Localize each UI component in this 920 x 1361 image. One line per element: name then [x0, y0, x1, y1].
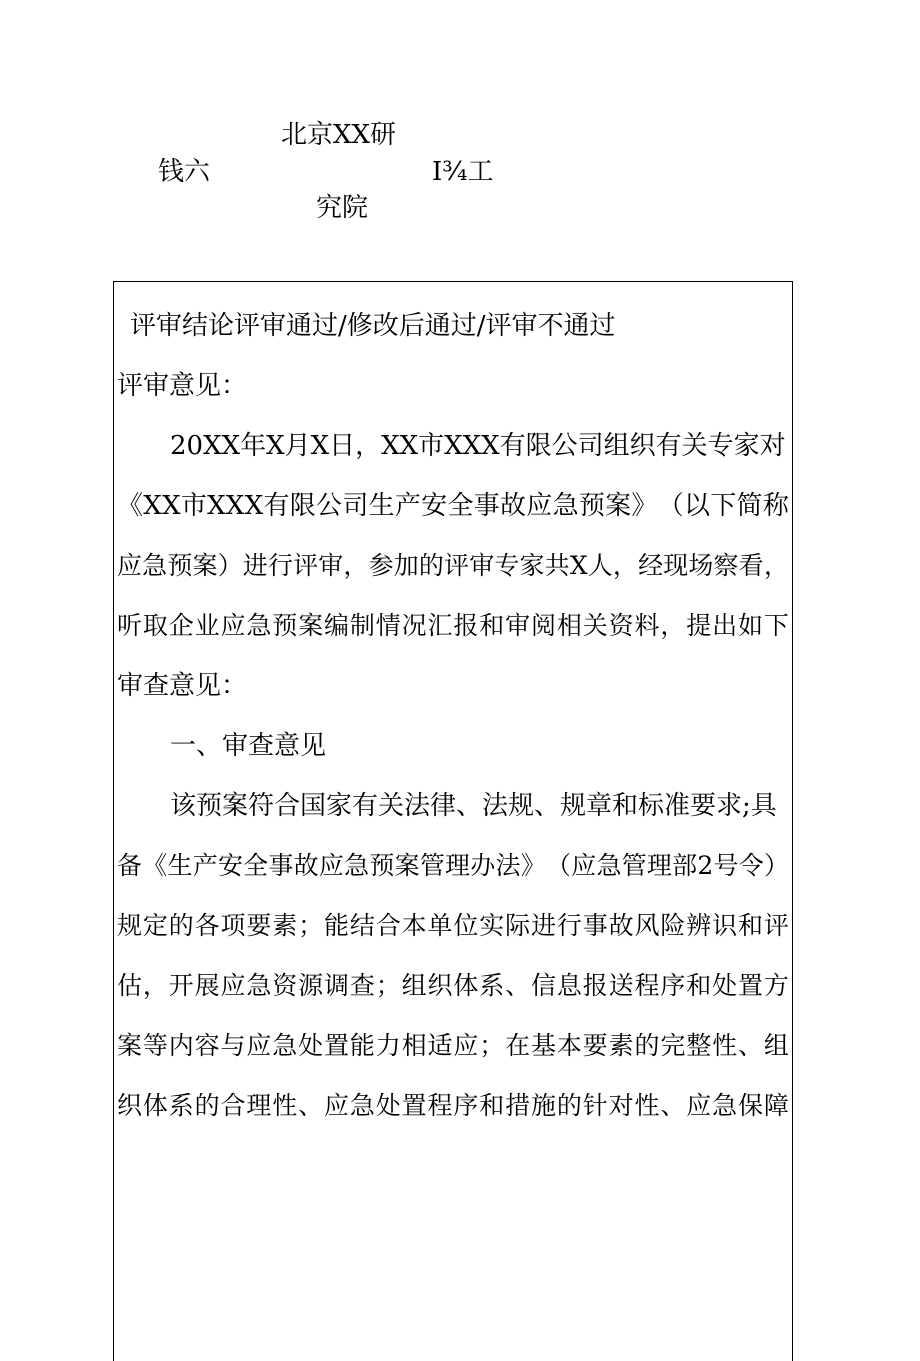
paragraph-2-line-2: 备 《 生 产 安 全 事 故 应 急 预 案 管 理 办 法 》 （ 应 急 管 理 部 2 号 令 ） [117, 851, 789, 880]
paragraph-1-line-1: 20XX年X月X日，XX市XXX有限公司组织有关专家对 [170, 431, 786, 461]
paragraph-2-line-1: 该预案符合国家有关法律、法规、规章和标准要求;具 [170, 791, 777, 821]
review-conclusion: 评审结论评审通过/修改后通过/评审不通过 [130, 311, 616, 341]
paragraph-1-line-2: 《 X X 市 X X X 有 限 公 司 生 产 安 全 事 故 应 急 预 案 》 （ 以 下 简 称 [117, 491, 789, 521]
paragraph-2-line-6: 织 体 系 的 合 理 性 、 应 急 处 置 程 序 和 措 施 的 针 对 性 、 应 急 保 障 [117, 1091, 789, 1120]
signatory-name: 钱六 [158, 157, 211, 187]
paragraph-2-line-4: 估 ， 开 展 应 急 资 源 调 查 ； 组 织 体 系 、 信 息 报 送 程 序 和 处 置 方 [117, 971, 789, 1000]
organization-name-line-1: 北京XX研 [281, 120, 397, 150]
paragraph-2-line-3: 规 定 的 各 项 要 素 ； 能 结 合 本 单 位 实 际 进 行 事 故 风 险 辨 识 和 评 [117, 911, 789, 940]
paragraph-1-line-5: 审查意见： [117, 671, 248, 701]
paragraph-1-line-3: 应 急 预 案 ） 进 行 评 审 ， 参 加 的 评 审 专 家 共 X 人 ， 经 现 场 察 看 ， [117, 551, 789, 580]
review-opinion-label: 评审意见： [117, 371, 248, 401]
signatory-title: I¾工 [432, 157, 494, 187]
organization-name-line-2: 究院 [316, 193, 369, 223]
paragraph-2-line-5: 案 等 内 容 与 应 急 处 置 能 力 相 适 应 ； 在 基 本 要 素 的 完 整 性 、 组 [117, 1031, 789, 1060]
paragraph-1-line-4: 听 取 企 业 应 急 预 案 编 制 情 况 汇 报 和 审 阅 相 关 资 料 ， 提 出 如 下 [117, 611, 789, 640]
section-title: 一、审查意见 [170, 731, 327, 761]
